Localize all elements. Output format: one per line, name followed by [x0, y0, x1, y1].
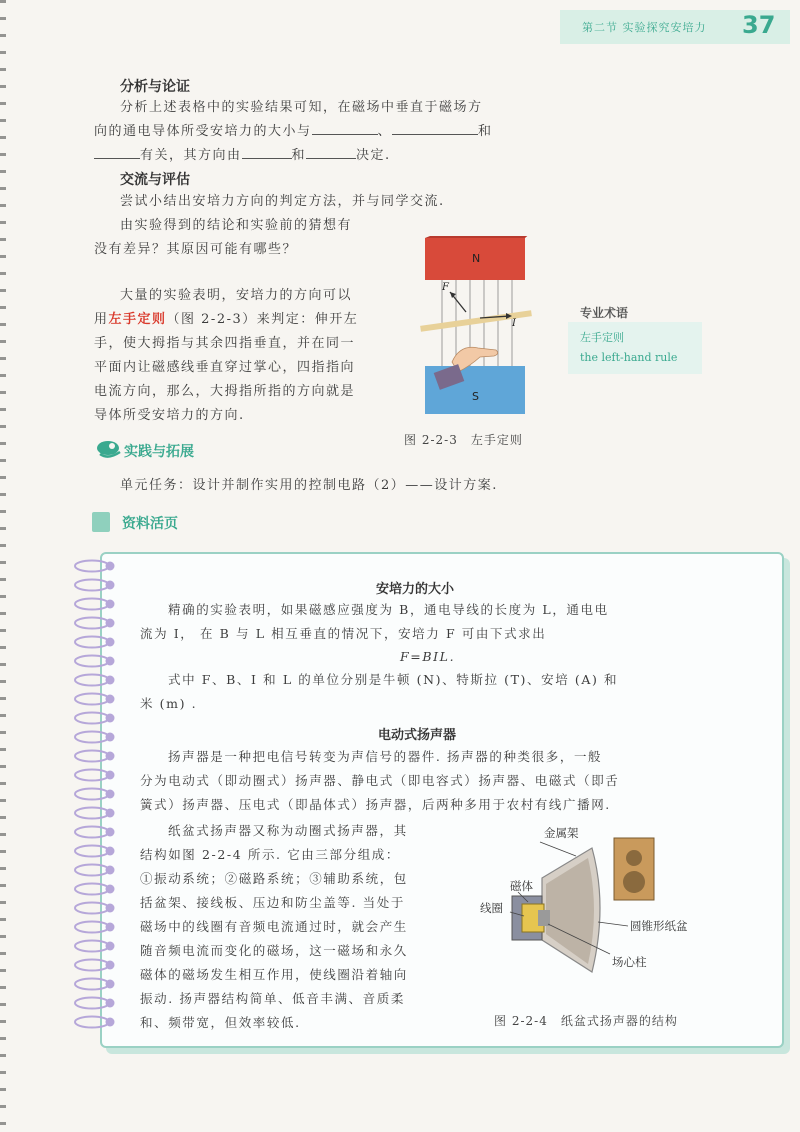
analysis-heading: 分析与论证: [120, 79, 190, 95]
ampere-line-3: 式中 F、B、I 和 L 的单位分别是牛顿 (N)、特斯拉 (T)、安培 (A) 和: [168, 672, 619, 687]
speaker-line-2: 分为电动式（即动圈式）扬声器、静电式（即电容式）扬声器、电磁式（即舌: [140, 773, 620, 788]
terms-heading: 专业术语: [580, 306, 629, 320]
analysis-line-2: 向的通电导体所受安培力的大小与 、 和: [94, 120, 493, 143]
speaker-line-12: 和、频带宽，但效率较低.: [140, 1015, 301, 1030]
unit-task: 单元任务：设计并制作实用的控制电路（2）——设计方案.: [120, 478, 498, 493]
resource-icon: [92, 512, 110, 532]
ampere-line-4: 米 (m) .: [140, 696, 198, 711]
practice-heading: 实践与拓展: [124, 444, 194, 460]
ampere-formula: F=BIL.: [400, 649, 456, 664]
speaker-line-7: 括盆架、接线板、压边和防尘盖等. 当处于: [140, 895, 405, 910]
label-cone: 圆锥形纸盆: [630, 919, 688, 933]
speaker-line-10: 磁体的磁场发生相互作用，使线圈沿着轴向: [140, 967, 408, 982]
speaker-line-4: 纸盆式扬声器又称为动圈式扬声器，其: [168, 823, 408, 838]
speaker-line-9: 随音频电流而变化的磁场，这一磁场和永久: [140, 943, 408, 958]
exchange-line-3: 没有差异？其原因可能有哪些？: [94, 242, 298, 257]
speaker-line-6: ①振动系统；②磁路系统；③辅助系统，包: [140, 871, 408, 886]
exchange-line-2: 由实验得到的结论和实验前的猜想有: [120, 218, 353, 233]
lefthand-line-3: 手，使大拇指与其余四指垂直，并在同一: [94, 336, 356, 351]
pole-n-label: N: [472, 252, 481, 265]
speaker-line-11: 振动. 扬声器结构简单、低音丰满、音质柔: [140, 991, 405, 1006]
speaker-title: 电动式扬声器: [378, 728, 457, 743]
page-binding: [0, 0, 6, 1132]
label-magnet: 磁体: [510, 879, 533, 893]
speaker-line-3: 簧式）扬声器、压电式（即晶体式）扬声器，后两种多用于农村有线广播网.: [140, 797, 611, 812]
figure-left-hand-rule: [420, 236, 532, 420]
speaker-line-8: 磁场中的线圈有音频电流通过时，就会产生: [140, 919, 408, 934]
lefthand-line-1: 大量的实验表明，安培力的方向可以: [120, 288, 353, 303]
lefthand-line-4: 平面内让磁感线垂直穿过掌心，四指指向: [94, 360, 356, 375]
term-chinese: 左手定则: [580, 331, 624, 344]
force-label: F: [442, 282, 449, 293]
figure-223-caption: 图 2-2-3 左手定则: [404, 433, 523, 447]
spiral-binding-icon: [72, 556, 128, 1044]
lefthand-line-5: 电流方向，那么，大拇指所指的方向就是: [94, 384, 356, 399]
blank-2[interactable]: [392, 120, 478, 135]
left-hand-rule-term: 左手定则: [108, 312, 167, 327]
blank-5[interactable]: [306, 144, 356, 159]
lefthand-line-6: 导体所受安培力的方向.: [94, 408, 245, 423]
figure-speaker-structure: [480, 822, 730, 1012]
term-english: the left-hand rule: [580, 351, 678, 364]
page-number: 37: [742, 11, 776, 39]
exchange-heading: 交流与评估: [120, 172, 190, 188]
blank-4[interactable]: [242, 144, 292, 159]
resource-heading: 资料活页: [122, 516, 178, 532]
analysis-line-1: 分析上述表格中的实验结果可知，在磁场中垂直于磁场方: [120, 100, 483, 115]
lefthand-line-2: 用左手定则（图 2-2-3）来判定：伸开左: [94, 312, 359, 327]
blank-1[interactable]: [312, 120, 378, 135]
current-label: I: [512, 318, 516, 329]
ampere-line-2: 流为 I， 在 B 与 L 相互垂直的情况下，安培力 F 可由下式求出: [140, 626, 547, 641]
label-coil: 线圈: [480, 901, 503, 915]
pole-s-label: S: [472, 390, 479, 403]
figure-224-caption: 图 2-2-4 纸盆式扬声器的结构: [494, 1014, 678, 1028]
label-metal-frame: 金属架: [544, 826, 579, 840]
section-title: 第二节 实验探究安培力: [582, 21, 707, 34]
ampere-line-1: 精确的实验表明，如果磁感应强度为 B，通电导线的长度为 L，通电电: [168, 602, 609, 617]
exchange-line-1: 尝试小结出安培力方向的判定方法，并与同学交流.: [120, 194, 445, 209]
speaker-line-1: 扬声器是一种把电信号转变为声信号的器件. 扬声器的种类很多，一般: [168, 749, 603, 764]
blank-3[interactable]: [94, 144, 140, 159]
practice-icon: [92, 438, 126, 462]
ampere-force-title: 安培力的大小: [376, 582, 455, 597]
label-center-pole: 场心柱: [612, 955, 647, 969]
speaker-line-5: 结构如图 2-2-4 所示. 它由三部分组成：: [140, 847, 400, 862]
analysis-line-3: 有关，其方向由 和 决定.: [94, 144, 391, 167]
